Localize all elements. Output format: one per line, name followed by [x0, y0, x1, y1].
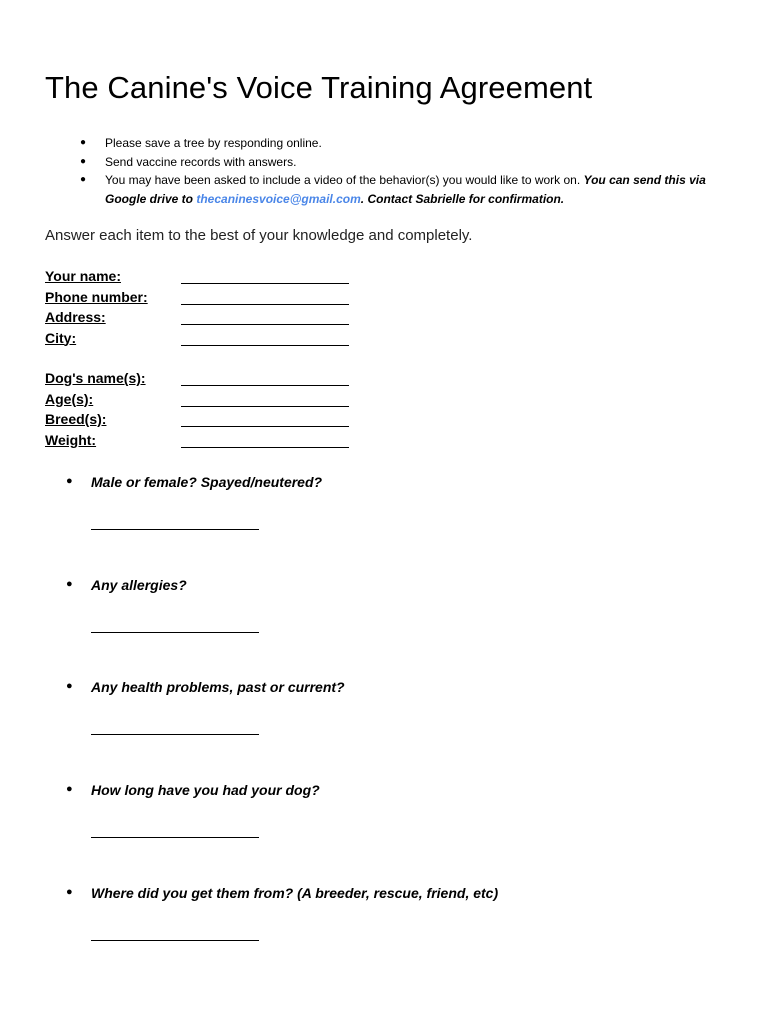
- note-text: Please save a tree by responding online.: [105, 136, 322, 150]
- form-field: [45, 268, 365, 289]
- form-field: [45, 432, 365, 453]
- bullet-icon: ●: [66, 577, 73, 590]
- form-field: [45, 391, 365, 412]
- answer-field[interactable]: [91, 940, 259, 941]
- email-link[interactable]: thecaninesvoice@gmail.com: [196, 191, 361, 206]
- breed-field[interactable]: [181, 426, 349, 427]
- bullet-icon: ●: [80, 137, 87, 148]
- question-text: Male or female? Spayed/neutered?: [91, 474, 323, 490]
- field-label: City:: [45, 329, 77, 346]
- field-label: Dog's name(s):: [45, 370, 146, 386]
- question-text: Where did you get them from? (A breeder, rescue, friend, etc): [91, 884, 499, 901]
- form-field: [45, 330, 365, 351]
- note-text: You may have been asked to include a video of the behavior(s) you would like to work on.: [105, 173, 584, 187]
- bullet-icon: ●: [66, 783, 73, 796]
- bullet-icon: ●: [80, 174, 87, 185]
- bullet-icon: ●: [66, 680, 73, 693]
- bullet-icon: ●: [66, 475, 73, 487]
- answer-field[interactable]: [91, 837, 259, 838]
- field-label: Weight:: [45, 431, 97, 448]
- instruction-list: [80, 134, 730, 208]
- dog-info-section: [45, 370, 365, 452]
- question-text: Any allergies?: [91, 576, 187, 593]
- form-field: [45, 309, 365, 330]
- form-field: [45, 289, 365, 310]
- weight-field[interactable]: [181, 447, 349, 448]
- bullet-icon: ●: [80, 155, 87, 167]
- address-field[interactable]: [181, 324, 349, 325]
- owner-info-section: [45, 268, 365, 350]
- note-emphasis: . Contact Sabrielle for confirmation.: [360, 191, 565, 206]
- your-name-field[interactable]: [181, 283, 349, 284]
- note-emphasis: You can send this via Google drive to: [105, 173, 706, 206]
- city-field[interactable]: [181, 345, 349, 346]
- field-label: Breed(s):: [45, 411, 107, 427]
- phone-number-field[interactable]: [181, 304, 349, 305]
- form-field: [45, 370, 365, 391]
- age-field[interactable]: [181, 406, 349, 407]
- list-item: [80, 134, 730, 153]
- question-text: How long have you had your dog?: [91, 782, 320, 799]
- field-label: Phone number:: [45, 288, 148, 305]
- note-text: Send vaccine records with answers.: [105, 154, 297, 169]
- dog-name-field[interactable]: [181, 385, 349, 386]
- answer-field[interactable]: [91, 529, 259, 530]
- intro-text: Answer each item to the best of your knowledge and completely.: [45, 227, 473, 244]
- field-label: Age(s):: [45, 390, 94, 407]
- question-text: Any health problems, past or current?: [91, 679, 345, 696]
- list-item: [80, 171, 730, 208]
- field-label: Your name:: [45, 268, 121, 284]
- bullet-icon: ●: [66, 885, 73, 898]
- list-item: [80, 153, 730, 172]
- form-field: [45, 411, 365, 432]
- answer-field[interactable]: [91, 734, 259, 735]
- field-label: Address:: [45, 309, 106, 325]
- answer-field[interactable]: [91, 632, 259, 633]
- page-title: The Canine's Voice Training Agreement: [45, 70, 593, 105]
